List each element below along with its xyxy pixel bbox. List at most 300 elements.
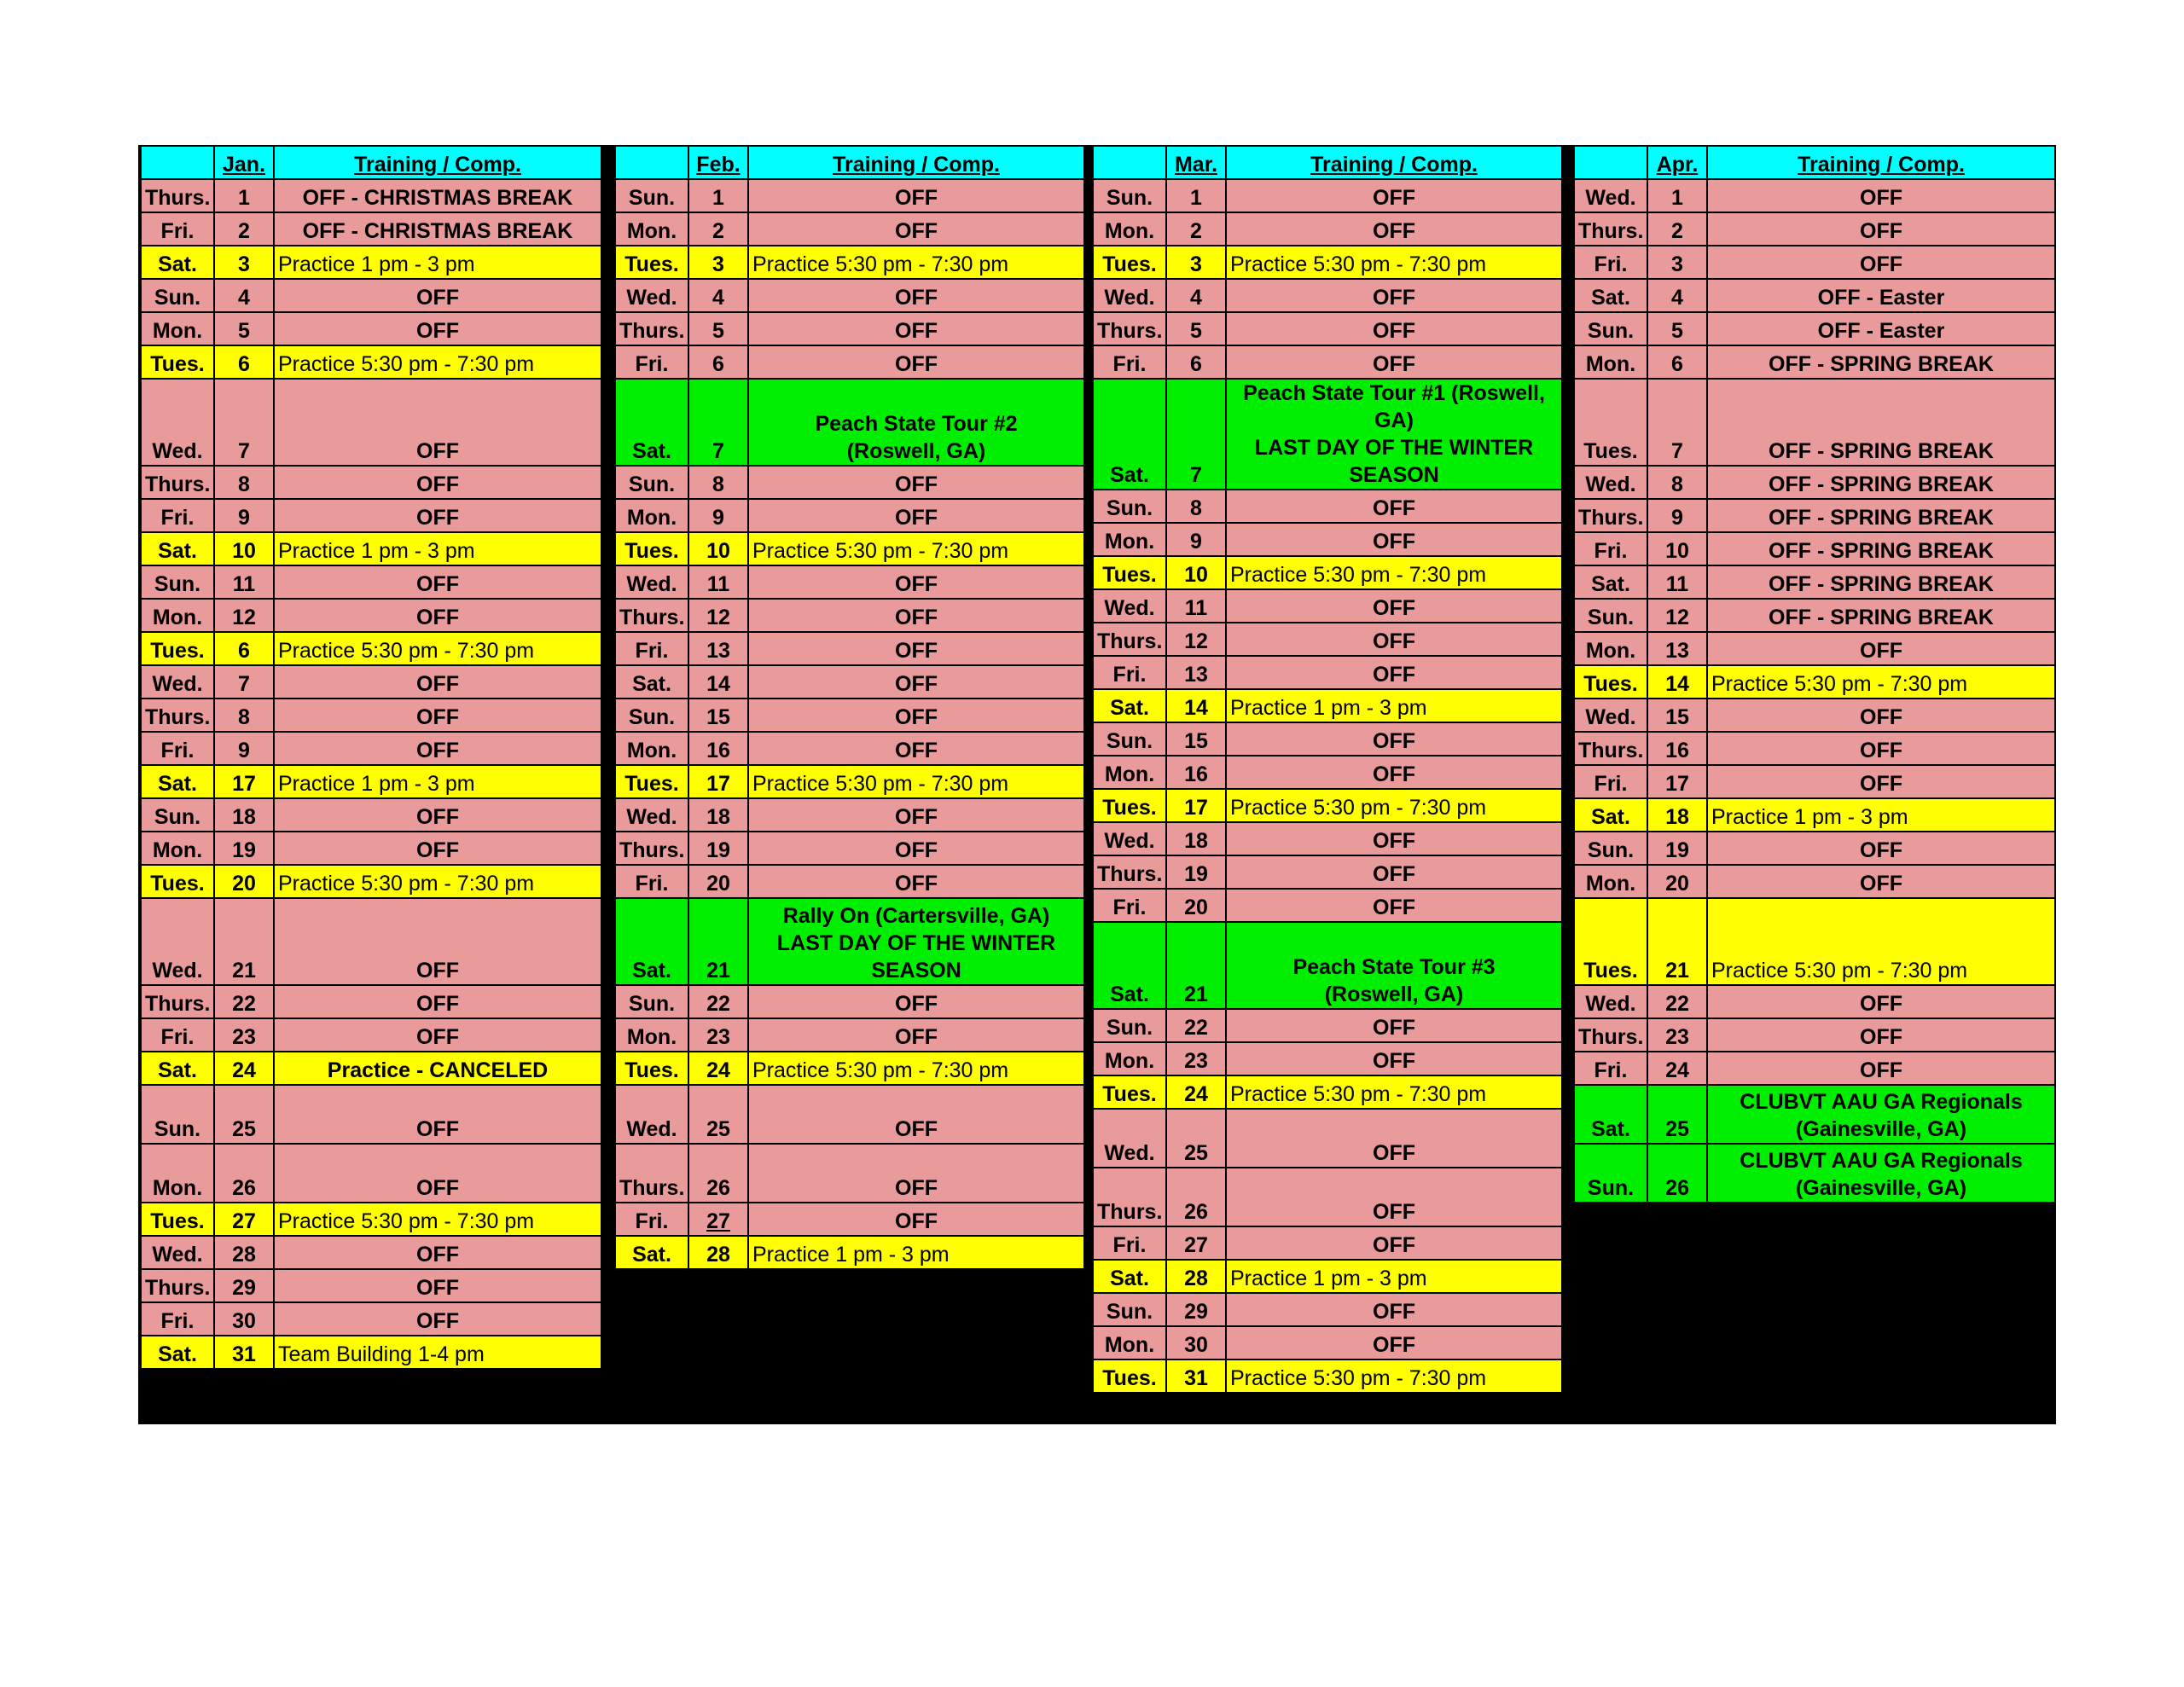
activity-cell: OFF (1226, 345, 1562, 379)
schedule-row (1093, 279, 1562, 312)
day-cell: Sat. (615, 665, 688, 699)
activity-cell: OFF (1226, 623, 1562, 656)
date-cell: 27 (1166, 1226, 1226, 1260)
day-cell: Thurs. (1574, 499, 1647, 532)
date-cell: 22 (1166, 1009, 1226, 1042)
schedule-row (1574, 699, 2055, 732)
date-cell: 7 (1166, 379, 1226, 490)
schedule-row (1093, 1326, 1562, 1359)
activity-cell: OFF (1226, 1109, 1562, 1168)
schedule-row (615, 1085, 1084, 1144)
date-cell: 4 (688, 279, 748, 312)
date-cell: 29 (214, 1269, 274, 1302)
day-cell: Sun. (141, 798, 214, 832)
activity-cell: OFF (1226, 822, 1562, 855)
schedule-row (1093, 1075, 1562, 1109)
date-cell: 14 (1647, 665, 1707, 699)
schedule-row (1093, 1359, 1562, 1393)
day-cell: Mon. (1574, 345, 1647, 379)
schedule-row (141, 1236, 601, 1269)
day-cell: Sun. (141, 1085, 214, 1144)
date-cell: 24 (1647, 1052, 1707, 1085)
activity-cell: OFF - SPRING BREAK (1707, 499, 2055, 532)
day-cell: Thurs. (615, 312, 688, 345)
activity-cell: OFF (1226, 722, 1562, 756)
schedule-row (141, 898, 601, 985)
date-cell: 1 (1166, 179, 1226, 212)
activity-cell: OFF (1226, 889, 1562, 922)
activity-cell: OFF (274, 1236, 601, 1269)
date-cell: 9 (214, 499, 274, 532)
activity-cell: OFF (274, 466, 601, 499)
schedule-row (1093, 556, 1562, 589)
date-cell: 16 (1647, 732, 1707, 765)
month-label: Apr. (1647, 146, 1707, 179)
day-cell: Wed. (1574, 466, 1647, 499)
day-cell: Sun. (1093, 722, 1166, 756)
day-cell: Sun. (1093, 1293, 1166, 1326)
activity-cell: Practice 5:30 pm - 7:30 pm (274, 632, 601, 665)
day-cell: Tues. (1574, 665, 1647, 699)
activity-cell: Practice 1 pm - 3 pm (748, 1236, 1084, 1269)
day-cell: Mon. (1574, 865, 1647, 898)
april-table (1573, 145, 2056, 1203)
day-cell: Thurs. (141, 985, 214, 1018)
activity-cell: Practice 1 pm - 3 pm (1226, 689, 1562, 722)
date-cell: 10 (688, 532, 748, 565)
date-cell: 5 (1647, 312, 1707, 345)
date-cell: 28 (1166, 1260, 1226, 1293)
activity-cell: OFF (1707, 1018, 2055, 1052)
date-cell: 15 (1647, 699, 1707, 732)
schedule-row (615, 499, 1084, 532)
date-cell: 3 (1647, 246, 1707, 279)
activity-cell: OFF (274, 832, 601, 865)
day-cell: Mon. (1093, 1042, 1166, 1075)
activity-cell: OFF (274, 565, 601, 599)
date-cell: 17 (688, 765, 748, 798)
schedule-row (141, 565, 601, 599)
activity-cell: OFF (748, 565, 1084, 599)
day-cell: Sun. (1574, 312, 1647, 345)
activity-cell: OFF (274, 665, 601, 699)
schedule-row (1093, 589, 1562, 623)
date-cell: 18 (214, 798, 274, 832)
day-cell: Fri. (615, 1203, 688, 1236)
activity-cell: OFF (748, 1018, 1084, 1052)
day-cell: Thurs. (141, 466, 214, 499)
day-cell: Tues. (1093, 1359, 1166, 1393)
day-cell: Tues. (1093, 556, 1166, 589)
day-cell: Fri. (1574, 765, 1647, 798)
schedule-row (141, 212, 601, 246)
activity-cell: OFF - SPRING BREAK (1707, 532, 2055, 565)
activity-cell: OFF (1707, 865, 2055, 898)
schedule-row (1574, 632, 2055, 665)
activity-cell: OFF (274, 312, 601, 345)
schedule-row (141, 599, 601, 632)
schedule-row (1574, 179, 2055, 212)
schedule-row (141, 1269, 601, 1302)
schedule-row (615, 246, 1084, 279)
schedule-sheet (138, 145, 2056, 1424)
date-cell: 5 (1166, 312, 1226, 345)
activity-cell: OFF (1226, 1042, 1562, 1075)
activity-cell: Practice 5:30 pm - 7:30 pm (1707, 898, 2055, 985)
schedule-row (1093, 312, 1562, 345)
day-cell: Wed. (1093, 1109, 1166, 1168)
date-cell: 20 (688, 865, 748, 898)
schedule-row (141, 765, 601, 798)
schedule-row (141, 865, 601, 898)
date-cell: 8 (1647, 466, 1707, 499)
month-label: Mar. (1166, 146, 1226, 179)
activity-cell: OFF (1707, 732, 2055, 765)
day-cell: Sun. (141, 279, 214, 312)
activity-cell: OFF (1226, 523, 1562, 556)
schedule-row (615, 798, 1084, 832)
date-cell: 3 (688, 246, 748, 279)
training-comp-header: Training / Comp. (1707, 146, 2055, 179)
schedule-row (615, 765, 1084, 798)
day-cell: Sun. (1574, 599, 1647, 632)
activity-cell: OFF (274, 279, 601, 312)
schedule-row (141, 532, 601, 565)
activity-cell: OFF (748, 699, 1084, 732)
day-cell: Tues. (615, 1052, 688, 1085)
day-cell: Wed. (615, 565, 688, 599)
day-cell: Sat. (1574, 279, 1647, 312)
schedule-row (615, 898, 1084, 985)
date-cell: 8 (688, 466, 748, 499)
date-cell: 9 (214, 732, 274, 765)
day-cell: Sat. (141, 765, 214, 798)
activity-cell: OFF (274, 599, 601, 632)
date-cell: 2 (1166, 212, 1226, 246)
date-cell: 26 (688, 1144, 748, 1203)
schedule-row (1093, 379, 1562, 490)
schedule-row (1093, 1168, 1562, 1226)
activity-cell: OFF - CHRISTMAS BREAK (274, 179, 601, 212)
date-cell: 30 (1166, 1326, 1226, 1359)
schedule-row (141, 466, 601, 499)
schedule-row (141, 246, 601, 279)
activity-cell: Practice 5:30 pm - 7:30 pm (274, 1203, 601, 1236)
date-cell: 1 (214, 179, 274, 212)
date-cell: 24 (214, 1052, 274, 1085)
date-cell: 14 (1166, 689, 1226, 722)
date-cell: 29 (1166, 1293, 1226, 1326)
date-cell: 17 (214, 765, 274, 798)
day-cell: Sun. (1574, 1144, 1647, 1203)
day-cell: Sat. (141, 246, 214, 279)
schedule-row (1093, 689, 1562, 722)
date-cell: 22 (688, 985, 748, 1018)
day-cell: Wed. (615, 279, 688, 312)
activity-cell: Practice 1 pm - 3 pm (274, 532, 601, 565)
activity-cell: OFF - SPRING BREAK (1707, 345, 2055, 379)
day-cell: Tues. (615, 532, 688, 565)
day-cell: Sat. (615, 898, 688, 985)
date-cell: 31 (1166, 1359, 1226, 1393)
date-cell: 1 (1647, 179, 1707, 212)
day-cell: Thurs. (615, 832, 688, 865)
date-cell: 16 (1166, 756, 1226, 789)
day-cell: Sun. (141, 565, 214, 599)
day-cell: Thurs. (615, 599, 688, 632)
activity-cell: Peach State Tour #2 (Roswell, GA) (748, 379, 1084, 466)
date-cell: 23 (1166, 1042, 1226, 1075)
activity-cell: OFF (748, 279, 1084, 312)
date-cell: 11 (1166, 589, 1226, 623)
activity-cell: OFF (748, 798, 1084, 832)
schedule-row (1574, 1085, 2055, 1144)
date-cell: 6 (688, 345, 748, 379)
activity-cell: Peach State Tour #3 (Roswell, GA) (1226, 922, 1562, 1009)
schedule-row (1093, 179, 1562, 212)
activity-cell: OFF (748, 179, 1084, 212)
day-cell: Wed. (1093, 589, 1166, 623)
date-cell: 25 (214, 1085, 274, 1144)
day-cell: Sun. (1093, 1009, 1166, 1042)
day-header (1093, 146, 1166, 179)
day-cell: Mon. (1093, 212, 1166, 246)
date-cell: 3 (1166, 246, 1226, 279)
date-cell: 23 (1647, 1018, 1707, 1052)
date-cell: 26 (214, 1144, 274, 1203)
date-cell: 8 (214, 699, 274, 732)
schedule-row (1093, 246, 1562, 279)
activity-cell: Practice 5:30 pm - 7:30 pm (748, 532, 1084, 565)
activity-cell: Practice 5:30 pm - 7:30 pm (1226, 246, 1562, 279)
day-cell: Mon. (615, 732, 688, 765)
date-cell: 11 (1647, 565, 1707, 599)
schedule-row (1093, 345, 1562, 379)
month-label: Jan. (214, 146, 274, 179)
date-cell: 18 (1166, 822, 1226, 855)
schedule-row (1093, 523, 1562, 556)
activity-cell: OFF (1707, 1052, 2055, 1085)
schedule-row (615, 985, 1084, 1018)
day-cell: Fri. (1574, 1052, 1647, 1085)
date-cell: 10 (1647, 532, 1707, 565)
activity-cell: OFF (274, 1302, 601, 1336)
schedule-row (141, 1085, 601, 1144)
day-header (141, 146, 214, 179)
january-header-row (141, 146, 601, 179)
schedule-row (615, 345, 1084, 379)
activity-cell: OFF (274, 1269, 601, 1302)
activity-cell: OFF (748, 466, 1084, 499)
date-cell: 1 (688, 179, 748, 212)
activity-cell: OFF (748, 499, 1084, 532)
activity-cell: OFF (1226, 589, 1562, 623)
date-cell: 30 (214, 1302, 274, 1336)
date-cell: 12 (214, 599, 274, 632)
activity-cell: OFF (1707, 632, 2055, 665)
schedule-row (615, 665, 1084, 699)
day-cell: Fri. (1574, 246, 1647, 279)
day-cell: Mon. (615, 212, 688, 246)
activity-cell: CLUBVT AAU GA Regionals (Gainesville, GA) (1707, 1085, 2055, 1144)
training-comp-header: Training / Comp. (1226, 146, 1562, 179)
day-cell: Thurs. (141, 1269, 214, 1302)
month-label: Feb. (688, 146, 748, 179)
date-cell: 21 (688, 898, 748, 985)
date-cell: 7 (1647, 379, 1707, 466)
day-cell: Sat. (1574, 798, 1647, 832)
schedule-row (615, 1018, 1084, 1052)
day-cell: Thurs. (1574, 212, 1647, 246)
activity-cell: OFF (1226, 656, 1562, 689)
date-cell: 19 (1166, 855, 1226, 889)
schedule-row (615, 732, 1084, 765)
schedule-row (1574, 985, 2055, 1018)
activity-cell: Practice 5:30 pm - 7:30 pm (748, 246, 1084, 279)
day-cell: Wed. (1093, 822, 1166, 855)
activity-cell: Practice 5:30 pm - 7:30 pm (748, 1052, 1084, 1085)
date-cell: 13 (688, 632, 748, 665)
schedule-row (615, 532, 1084, 565)
activity-cell: OFF (1226, 279, 1562, 312)
day-cell: Wed. (141, 665, 214, 699)
schedule-row (1093, 789, 1562, 822)
day-cell: Sat. (141, 1052, 214, 1085)
schedule-row (615, 312, 1084, 345)
activity-cell: OFF (274, 898, 601, 985)
date-cell: 7 (214, 665, 274, 699)
activity-cell: OFF (274, 379, 601, 466)
day-cell: Fri. (615, 345, 688, 379)
day-cell: Sun. (1093, 490, 1166, 523)
schedule-row (1093, 1009, 1562, 1042)
date-cell: 23 (214, 1018, 274, 1052)
activity-cell: OFF - Easter (1707, 279, 2055, 312)
day-cell: Thurs. (1093, 312, 1166, 345)
schedule-row (1093, 1226, 1562, 1260)
day-cell: Sat. (1093, 379, 1166, 490)
day-cell: Thurs. (1093, 855, 1166, 889)
day-cell: Wed. (615, 798, 688, 832)
schedule-row (1574, 312, 2055, 345)
day-cell: Sat. (141, 1336, 214, 1369)
day-cell: Tues. (615, 765, 688, 798)
day-cell: Tues. (1574, 379, 1647, 466)
day-cell: Wed. (1093, 279, 1166, 312)
date-cell: 27 (214, 1203, 274, 1236)
schedule-row (1574, 279, 2055, 312)
activity-cell: OFF - SPRING BREAK (1707, 565, 2055, 599)
day-cell: Fri. (141, 499, 214, 532)
schedule-row (615, 1203, 1084, 1236)
date-cell: 3 (214, 246, 274, 279)
day-cell: Mon. (1093, 756, 1166, 789)
date-cell: 5 (688, 312, 748, 345)
day-cell: Fri. (141, 1018, 214, 1052)
schedule-row (141, 1052, 601, 1085)
date-cell: 18 (688, 798, 748, 832)
activity-cell: OFF (1707, 246, 2055, 279)
date-cell: 4 (1166, 279, 1226, 312)
activity-cell: OFF - SPRING BREAK (1707, 466, 2055, 499)
schedule-row (141, 665, 601, 699)
date-cell: 9 (1647, 499, 1707, 532)
day-cell: Sat. (1574, 1085, 1647, 1144)
day-cell: Thurs. (141, 179, 214, 212)
date-cell: 5 (214, 312, 274, 345)
activity-cell: OFF (1226, 756, 1562, 789)
date-cell: 15 (688, 699, 748, 732)
schedule-row (615, 466, 1084, 499)
activity-cell: OFF - SPRING BREAK (1707, 599, 2055, 632)
schedule-row (1574, 599, 2055, 632)
date-cell: 27 (688, 1203, 748, 1236)
date-cell: 26 (1647, 1144, 1707, 1203)
activity-cell: OFF (274, 798, 601, 832)
schedule-row (1093, 1109, 1562, 1168)
schedule-row (1093, 490, 1562, 523)
day-cell: Wed. (1574, 699, 1647, 732)
activity-cell: OFF (748, 985, 1084, 1018)
schedule-row (1574, 212, 2055, 246)
february-header-row (615, 146, 1084, 179)
day-cell: Thurs. (1093, 1168, 1166, 1226)
schedule-row (1574, 466, 2055, 499)
day-cell: Sat. (1093, 689, 1166, 722)
activity-cell: OFF (1226, 312, 1562, 345)
schedule-row (141, 832, 601, 865)
activity-cell: OFF (748, 732, 1084, 765)
training-comp-header: Training / Comp. (748, 146, 1084, 179)
activity-cell: Rally On (Cartersville, GA) LAST DAY OF THE WINTER SEASON (748, 898, 1084, 985)
schedule-row (141, 379, 601, 466)
day-cell: Wed. (141, 379, 214, 466)
date-cell: 8 (1166, 490, 1226, 523)
activity-cell: Practice 5:30 pm - 7:30 pm (1707, 665, 2055, 699)
activity-cell: OFF (748, 632, 1084, 665)
activity-cell: Practice - CANCELED (274, 1052, 601, 1085)
day-cell: Fri. (141, 732, 214, 765)
activity-cell: OFF (748, 212, 1084, 246)
day-header (1574, 146, 1647, 179)
activity-cell: OFF - CHRISTMAS BREAK (274, 212, 601, 246)
activity-cell: Practice 5:30 pm - 7:30 pm (274, 345, 601, 379)
day-cell: Sun. (615, 179, 688, 212)
date-cell: 10 (214, 532, 274, 565)
date-cell: 6 (1647, 345, 1707, 379)
schedule-row (1574, 1018, 2055, 1052)
date-cell: 12 (688, 599, 748, 632)
date-cell: 20 (214, 865, 274, 898)
activity-cell: Team Building 1-4 pm (274, 1336, 601, 1369)
date-cell: 14 (688, 665, 748, 699)
date-cell: 20 (1166, 889, 1226, 922)
date-cell: 9 (688, 499, 748, 532)
day-cell: Tues. (141, 632, 214, 665)
activity-cell: Practice 1 pm - 3 pm (1226, 1260, 1562, 1293)
schedule-row (141, 279, 601, 312)
date-cell: 9 (1166, 523, 1226, 556)
date-cell: 25 (1647, 1085, 1707, 1144)
schedule-row (615, 179, 1084, 212)
activity-cell: OFF (1226, 1293, 1562, 1326)
activity-cell: OFF (274, 732, 601, 765)
activity-cell: OFF (1226, 1226, 1562, 1260)
date-cell: 28 (688, 1236, 748, 1269)
february-table (614, 145, 1085, 1270)
day-cell: Mon. (141, 832, 214, 865)
schedule-row (1574, 798, 2055, 832)
